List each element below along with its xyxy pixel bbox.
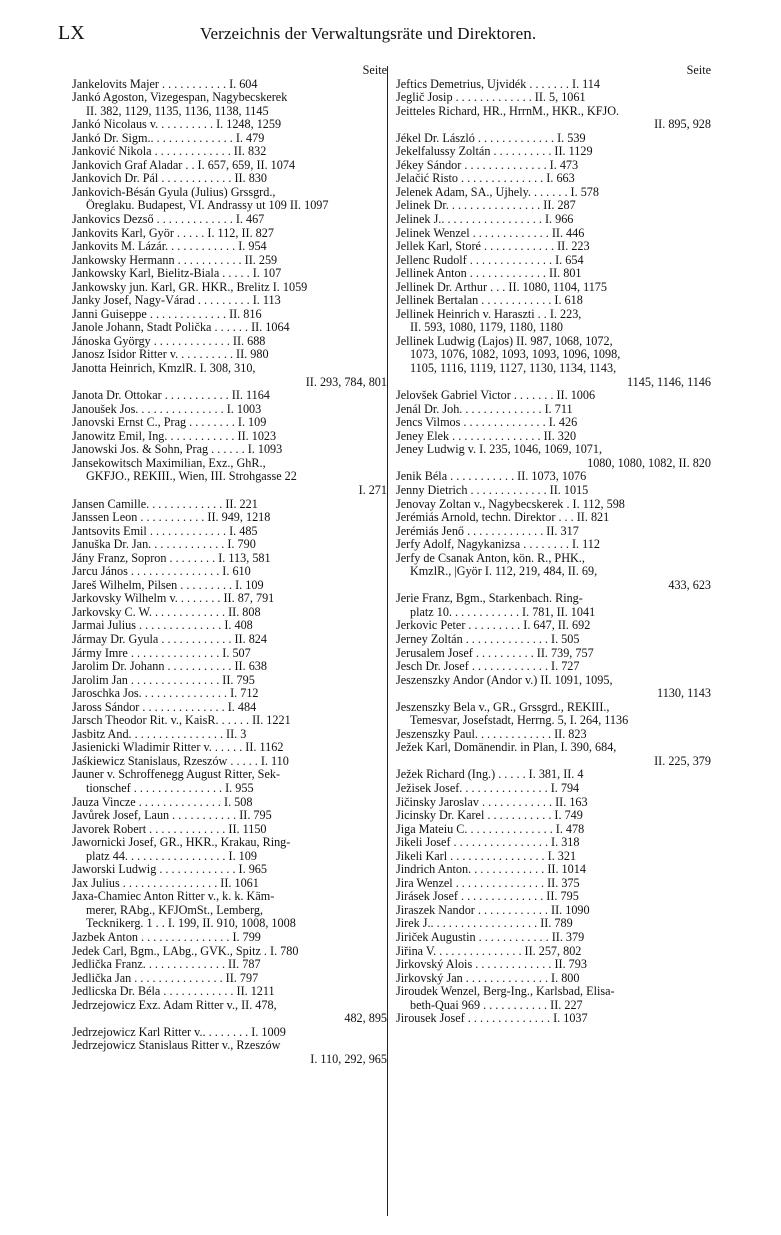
entry-line: Jazbek Anton . . . . . . . . . . . . . . . I. 799 — [72, 931, 261, 944]
entry-line: Jantsovits Emil . . . . . . . . . . . . . I. 485 — [72, 524, 258, 538]
index-entry — [72, 701, 387, 715]
entry-line: Jaworski Ludwig . . . . . . . . . . . . . I. 965 — [72, 863, 267, 877]
index-entry — [72, 633, 387, 647]
entry-line: Jirásek Josef . . . . . . . . . . . . . . II. 795 — [396, 890, 579, 904]
entry-line: Javůrek Josef, Laun . . . . . . . . . . . II. 795 — [72, 809, 272, 823]
index-entry — [396, 389, 711, 403]
index-entry — [72, 823, 387, 837]
entry-line: Jekelfalussy Zoltán . . . . . . . . . . II. 1129 — [396, 145, 593, 159]
entry-list — [72, 78, 387, 1067]
index-entry — [72, 877, 387, 891]
entry-line: Jerfy de Csanak Anton, kön. R., PHK., — [396, 551, 585, 565]
entry-line: Javorek Robert . . . . . . . . . . . . . II. 1150 — [72, 822, 267, 836]
index-entry — [396, 498, 711, 512]
index-entry — [396, 294, 711, 308]
index-entry — [72, 227, 387, 241]
entry-line: Jankovich Graf Aladar . . I. 657, 659, II. 1074 — [72, 158, 296, 172]
entry-line: Jerusalem Josef . . . . . . . . . . II. 739, 757 — [396, 646, 594, 660]
entry-line: Jarcu János . . . . . . . . . . . . . . . I. 610 — [72, 565, 251, 579]
entry-line: Ježek Karl, Domänendir. in Plan, I. 390, 684, — [396, 741, 617, 755]
index-entry — [396, 552, 711, 593]
index-entry — [396, 823, 711, 837]
index-entry — [72, 430, 387, 444]
index-entry — [72, 403, 387, 417]
index-entry — [72, 240, 387, 254]
entry-line: Jankovits Karl, Györ . . . . . I. 112, II. 827 — [72, 226, 274, 240]
index-entry — [72, 335, 387, 349]
entry-line: Jarmai Julius . . . . . . . . . . . . . . I. 408 — [72, 619, 253, 633]
entry-line: Jedek Carl, Bgm., LAbg., GVK., Spitz . I. 780 — [72, 944, 299, 958]
index-entry — [72, 416, 387, 430]
entry-line: Jauza Vincze . . . . . . . . . . . . . . I. 508 — [72, 795, 253, 809]
entry-line: Jankovich Dr. Pál . . . . . . . . . . . . II. 830 — [72, 172, 267, 186]
index-entry — [72, 958, 387, 972]
index-entry — [72, 132, 387, 146]
entry-line: Jedlicska Dr. Béla . . . . . . . . . . . . II. 1211 — [72, 985, 275, 999]
index-entry — [396, 227, 711, 241]
entry-line: Jenál Dr. Joh. . . . . . . . . . . . . . I. 711 — [396, 402, 573, 416]
entry-line: Jira Wenzel . . . . . . . . . . . . . . . II. 375 — [396, 876, 580, 890]
index-entry — [396, 619, 711, 633]
entry-line: Janovski Ernst C., Prag . . . . . . . . I. 109 — [72, 416, 267, 430]
index-entry — [396, 945, 711, 959]
entry-line: Jedlička Franz. . . . . . . . . . . . . . II. 787 — [72, 958, 261, 972]
index-entry — [396, 159, 711, 173]
page-title: Verzeichnis der Verwaltungsräte und Direktoren. — [200, 24, 537, 43]
index-entry — [396, 701, 711, 728]
index-entry — [396, 592, 711, 619]
entry-line: GKFJO., REKIII., Wien, III. Strohgasse 22 — [86, 470, 297, 484]
index-entry — [72, 281, 387, 295]
index-entry — [396, 741, 711, 768]
entry-line: Jarolim Jan . . . . . . . . . . . . . . . II. 795 — [72, 673, 255, 687]
entry-line: Jedrzejowicz Stanislaus Ritter v., Rzeszów — [72, 1039, 281, 1053]
entry-line: Janković Nikola . . . . . . . . . . . . . II. 832 — [72, 145, 267, 159]
entry-line: Jánoska György . . . . . . . . . . . . . II. 688 — [72, 334, 266, 348]
index-entry — [72, 538, 387, 552]
entry-line: Jellinek Bertalan . . . . . . . . . . . . I. 618 — [396, 294, 583, 308]
entry-line: merer, RAbg., KFJOmSt., Lemberg, — [86, 903, 264, 917]
index-entry — [72, 254, 387, 268]
index-entry — [396, 511, 711, 525]
entry-line: Ježek Richard (Ing.) . . . . . I. 381, II. 4 — [396, 768, 584, 782]
entry-line: Jerney Zoltán . . . . . . . . . . . . . . I. 505 — [396, 632, 580, 646]
entry-line: Jasbitz And. . . . . . . . . . . . . . . . II. 3 — [72, 727, 247, 741]
entry-line: Jiga Mateiu C. . . . . . . . . . . . . . . I. 478 — [396, 822, 585, 836]
index-entry — [396, 91, 711, 105]
entry-line: Jiřina V. . . . . . . . . . . . . . . II. 257, 802 — [396, 944, 582, 958]
index-column-right — [396, 64, 711, 1026]
entry-line: Jarolim Dr. Johann . . . . . . . . . . . II. 638 — [72, 660, 267, 674]
entry-line: Jármy Imre . . . . . . . . . . . . . . . I. 507 — [72, 646, 251, 660]
index-entry — [396, 186, 711, 200]
index-entry — [72, 565, 387, 579]
index-entry — [396, 904, 711, 918]
entry-list — [396, 78, 711, 1026]
index-entry — [396, 470, 711, 484]
entry-line: Jareš Wilhelm, Pilsen . . . . . . . . . I. 109 — [72, 578, 264, 592]
index-entry — [72, 999, 387, 1026]
entry-line: Jikeli Karl . . . . . . . . . . . . . . . . I. 321 — [396, 849, 577, 863]
entry-line: Janssen Leon . . . . . . . . . . . II. 949, 1218 — [72, 511, 271, 525]
index-entry — [396, 796, 711, 810]
entry-line: Jikeli Josef . . . . . . . . . . . . . . . . I. 318 — [396, 836, 580, 850]
entry-line: Janoušek Jos. . . . . . . . . . . . . . . I. 1003 — [72, 402, 262, 416]
entry-line: Jármay Dr. Gyula . . . . . . . . . . . . II. 824 — [72, 632, 267, 646]
entry-line: Janosz Isidor Ritter v. . . . . . . . . . II. 980 — [72, 348, 269, 362]
index-entry — [396, 647, 711, 661]
entry-line: Jelinek Dr. . . . . . . . . . . . . . . . II. 287 — [396, 199, 576, 213]
entry-line: Jiriček Augustin . . . . . . . . . . . . II. 379 — [396, 931, 585, 944]
index-entry — [396, 267, 711, 281]
index-entry — [72, 145, 387, 159]
entry-line: Jedrzejowicz Karl Ritter v.. . . . . . . . I. 1009 — [72, 1025, 286, 1039]
entry-line: Jeitteles Richard, HR., HrrnM., HKR., KFJO. — [396, 104, 620, 118]
index-entry — [72, 890, 387, 931]
index-entry — [396, 931, 711, 945]
entry-line: Jány Franz, Sopron . . . . . . . . I. 113, 581 — [72, 551, 271, 565]
index-entry — [396, 890, 711, 904]
index-entry — [72, 118, 387, 132]
index-entry — [72, 213, 387, 227]
index-entry — [72, 741, 387, 755]
index-entry — [396, 430, 711, 444]
entry-line: II. 593, 1080, 1179, 1180, 1180 — [410, 321, 564, 335]
entry-line: Jencs Vilmos . . . . . . . . . . . . . . I. 426 — [396, 416, 578, 430]
entry-line: Jellinek Heinrich v. Haraszti . . I. 223, — [396, 307, 582, 321]
index-entry — [72, 809, 387, 823]
index-entry — [72, 525, 387, 539]
index-entry — [72, 606, 387, 620]
entry-line: Jenik Béla . . . . . . . . . . . II. 1073, 1076 — [396, 470, 587, 484]
entry-line: Jarsch Theodor Rit. v., KaisR. . . . . . II. 1221 — [72, 714, 291, 728]
entry-line: 1145, 1146, 1146 — [627, 375, 711, 389]
entry-line: 433, 623 — [668, 578, 711, 592]
index-entry — [72, 945, 387, 959]
entry-line: II. 293, 784, 801 — [305, 375, 387, 389]
entry-line: Jaśkiewicz Stanislaus, Rzeszów . . . . . I. 110 — [72, 754, 289, 768]
entry-line: Temesvar, Josefstadt, Herrng. 5, I. 264, 1136 — [410, 714, 629, 728]
index-entry — [396, 972, 711, 986]
index-entry — [396, 240, 711, 254]
entry-line: tionschef . . . . . . . . . . . . . . . I. 955 — [86, 781, 254, 795]
entry-line: Jirkovský Jan . . . . . . . . . . . . . . I. 800 — [396, 971, 580, 985]
index-entry — [396, 403, 711, 417]
index-entry — [396, 416, 711, 430]
entry-line: 1080, 1080, 1082, II. 820 — [587, 456, 711, 470]
index-entry — [396, 768, 711, 782]
index-entry — [396, 335, 711, 389]
index-entry — [72, 186, 387, 213]
entry-line: Jankó Nicolaus v. . . . . . . . . . I. 1248, 1259 — [72, 118, 282, 132]
entry-line: Jenny Dietrich . . . . . . . . . . . . . II. 1015 — [396, 483, 589, 497]
entry-line: Jasienicki Wladimir Ritter v. . . . . . II. 1162 — [72, 741, 284, 755]
index-entry — [72, 768, 387, 795]
index-column-left — [72, 64, 387, 1066]
entry-line: Jansen Camille. . . . . . . . . . . . . II. 221 — [72, 497, 258, 511]
index-entry — [396, 958, 711, 972]
entry-line: I. 271 — [358, 483, 387, 497]
index-entry — [396, 172, 711, 186]
index-entry — [72, 389, 387, 403]
index-entry — [72, 660, 387, 674]
entry-line: Jaroschka Jos. . . . . . . . . . . . . . . I. 712 — [72, 687, 259, 701]
entry-line: 1073, 1076, 1082, 1093, 1093, 1096, 1098, — [410, 348, 621, 362]
index-entry — [72, 674, 387, 688]
entry-line: Jeney Ludwig v. I. 235, 1046, 1069, 1071, — [396, 443, 603, 457]
entry-line: Jelenek Adam, SA., Ujhely. . . . . . . I. 578 — [396, 185, 599, 199]
entry-line: Jeszenszky Paul. . . . . . . . . . . . . II. 823 — [396, 727, 587, 741]
index-entry — [72, 1039, 387, 1066]
entry-line: Jankó Agoston, Vizegespan, Nagybecskerek — [72, 91, 288, 105]
entry-line: I. 110, 292, 965 — [310, 1052, 387, 1066]
index-entry — [72, 836, 387, 863]
entry-line: Janowitz Emil, Ing. . . . . . . . . . . . II. 1023 — [72, 429, 277, 443]
index-entry — [72, 321, 387, 335]
index-entry — [396, 836, 711, 850]
entry-line: Januška Dr. Jan. . . . . . . . . . . . . I. 790 — [72, 538, 256, 552]
entry-line: beth-Quai 969 . . . . . . . . . . . II. 227 — [410, 998, 583, 1012]
index-entry — [72, 972, 387, 986]
entry-line: Janky Josef, Nagy-Várad . . . . . . . . . I. 113 — [72, 294, 281, 308]
entry-line: Jeszenszky Andor (Andor v.) II. 1091, 1095, — [396, 673, 613, 687]
index-entry — [72, 78, 387, 92]
entry-line: Jelačić Risto . . . . . . . . . . . . . . I. 663 — [396, 172, 575, 186]
entry-line: Jankowsky Karl, Bielitz-Biala . . . . . I. 107 — [72, 267, 282, 281]
index-entry — [72, 552, 387, 566]
entry-line: Jankovich-Bésán Gyula (Julius) Grssgrd., — [72, 185, 276, 199]
entry-line: II. 225, 379 — [654, 754, 711, 768]
entry-line: KmzlR., |Györ I. 112, 219, 484, II. 69, — [410, 565, 598, 579]
entry-line: Jerémiás Arnold, techn. Direktor . . . II. 821 — [396, 511, 610, 525]
index-entry — [72, 457, 387, 498]
entry-line: Jerie Franz, Bgm., Starkenbach. Ring- — [396, 592, 583, 606]
entry-line: Jenovay Zoltan v., Nagybecskerek . I. 112, 598 — [396, 497, 625, 511]
page-number: LX — [58, 22, 85, 44]
entry-line: Jankelovits Majer . . . . . . . . . . . I. 604 — [72, 77, 258, 91]
index-entry — [72, 592, 387, 606]
index-entry — [396, 105, 711, 132]
entry-line: Jedrzejowicz Exz. Adam Ritter v., II. 478, — [72, 998, 277, 1012]
index-entry — [396, 674, 711, 701]
index-entry — [72, 443, 387, 457]
entry-line: Jaross Sándor . . . . . . . . . . . . . . I. 484 — [72, 700, 257, 714]
index-entry — [72, 348, 387, 362]
index-entry — [72, 985, 387, 999]
index-entry — [396, 633, 711, 647]
entry-line: Jellinek Ludwig (Lajos) II. 987, 1068, 1072, — [396, 334, 613, 348]
index-entry — [72, 863, 387, 877]
entry-line: Jaxa-Chamiec Anton Ritter v., k. k. Käm- — [72, 890, 275, 904]
entry-line: Jiroudek Wenzel, Berg-Ing., Karlsbad, Elisa- — [396, 985, 615, 999]
entry-line: Jauner v. Schroffenegg August Ritter, Sek- — [72, 768, 281, 782]
entry-line: II. 382, 1129, 1135, 1136, 1138, 1145 — [86, 104, 269, 118]
index-entry — [396, 281, 711, 295]
index-entry — [72, 687, 387, 701]
index-entry — [396, 132, 711, 146]
index-entry — [396, 525, 711, 539]
index-entry — [396, 863, 711, 877]
entry-line: Jelinek J.. . . . . . . . . . . . . . . . . I. 966 — [396, 213, 574, 227]
entry-line: Jellek Karl, Storé . . . . . . . . . . . . II. 223 — [396, 240, 590, 254]
index-entry — [396, 728, 711, 742]
entry-line: Jankovits M. Lázár. . . . . . . . . . . . I. 954 — [72, 240, 267, 254]
index-entry — [396, 782, 711, 796]
index-entry — [72, 172, 387, 186]
index-entry — [396, 850, 711, 864]
entry-line: Jankowsky jun. Karl, GR. HKR., Brelitz I. 1059 — [72, 280, 308, 294]
index-entry — [396, 1012, 711, 1026]
index-entry — [72, 728, 387, 742]
entry-line: Jirousek Josef . . . . . . . . . . . . . . I. 1037 — [396, 1012, 588, 1026]
index-entry — [72, 91, 387, 118]
entry-line: Jankó Dr. Sigm.. . . . . . . . . . . . . . I. 479 — [72, 131, 265, 145]
page-header — [58, 22, 708, 46]
index-entry — [396, 917, 711, 931]
entry-line: Jicinsky Dr. Karel . . . . . . . . . . . I. 749 — [396, 809, 583, 823]
entry-line: Jellenc Rudolf . . . . . . . . . . . . . . I. 654 — [396, 253, 584, 267]
index-entry — [72, 294, 387, 308]
index-entry — [396, 443, 711, 470]
entry-line: Jirkovský Alois . . . . . . . . . . . . . II. 793 — [396, 958, 587, 972]
index-entry — [72, 755, 387, 769]
entry-line: Jarkovsky C. W. . . . . . . . . . . . . II. 808 — [72, 605, 261, 619]
entry-line: Jelovšek Gabriel Victor . . . . . . . II. 1006 — [396, 389, 596, 403]
entry-line: Jeney Elek . . . . . . . . . . . . . . . II. 320 — [396, 429, 577, 443]
entry-line: Janni Guiseppe . . . . . . . . . . . . . II. 816 — [72, 307, 262, 321]
index-entry — [72, 931, 387, 945]
index-entry — [72, 796, 387, 810]
entry-line: Jékel Dr. László . . . . . . . . . . . . . I. 539 — [396, 131, 586, 145]
entry-line: Jellinek Anton . . . . . . . . . . . . . II. 801 — [396, 267, 582, 281]
entry-line: Jeszenszky Bela v., GR., Grssgrd., REKIII., — [396, 700, 610, 714]
entry-line: Jerémiás Jenő . . . . . . . . . . . . . II. 317 — [396, 524, 579, 538]
entry-line: Janotta Heinrich, KmzlR. I. 308, 310, — [72, 362, 256, 376]
seite-label: Seite — [686, 63, 711, 77]
entry-line: Jindrich Anton. . . . . . . . . . . . . II. 1014 — [396, 863, 586, 877]
entry-line: 1130, 1143 — [657, 687, 711, 701]
entry-line: Jarkovsky Wilhelm v. . . . . . . . II. 87, 791 — [72, 592, 275, 606]
index-entry — [72, 511, 387, 525]
entry-line: Jiraszek Nandor . . . . . . . . . . . . II. 1090 — [396, 903, 590, 917]
entry-line: Jankovics Dezső . . . . . . . . . . . . . I. 467 — [72, 213, 265, 227]
index-entry — [396, 985, 711, 1012]
index-entry — [72, 1026, 387, 1040]
entry-line: 1105, 1116, 1119, 1127, 1130, 1134, 1143, — [410, 362, 617, 376]
column-divider — [387, 66, 388, 1216]
entry-line: Jankowsky Hermann . . . . . . . . . . . II. 259 — [72, 253, 278, 267]
index-entry — [396, 254, 711, 268]
entry-line: Jeglič Josip . . . . . . . . . . . . . II. 5, 1061 — [396, 91, 586, 105]
entry-line: Jeftics Demetrius, Ujvidék . . . . . . . I. 114 — [396, 77, 600, 91]
entry-line: Ježisek Josef. . . . . . . . . . . . . . . I. 794 — [396, 781, 580, 795]
index-entry — [72, 362, 387, 389]
entry-line: Janowski Jos. & Sohn, Prag . . . . . . I. 1093 — [72, 443, 283, 457]
entry-line: Jesch Dr. Josef . . . . . . . . . . . . . I. 727 — [396, 660, 580, 674]
entry-line: Jelinek Wenzel . . . . . . . . . . . . . II. 446 — [396, 226, 585, 240]
index-entry — [72, 714, 387, 728]
index-entry — [72, 619, 387, 633]
entry-line: Tecknikerg. 1 . . I. 199, II. 910, 1008, 1008 — [86, 917, 296, 931]
entry-line: Jellinek Dr. Arthur . . . II. 1080, 1104, 1175 — [396, 280, 607, 294]
index-entry — [396, 660, 711, 674]
index-entry — [396, 145, 711, 159]
index-entry — [72, 579, 387, 593]
entry-line: platz 10. . . . . . . . . . . . I. 781, II. 1041 — [410, 605, 596, 619]
entry-line: Jax Julius . . . . . . . . . . . . . . . . II. 1061 — [72, 876, 259, 890]
entry-line: Jičinsky Jaroslav . . . . . . . . . . . . II. 163 — [396, 795, 588, 809]
index-entry — [396, 538, 711, 552]
entry-line: Jirek J.. . . . . . . . . . . . . . . . . . II. 789 — [396, 917, 573, 931]
entry-line: Jansekowitsch Maximilian, Exz., GhR., — [72, 456, 266, 470]
index-entry — [396, 809, 711, 823]
index-entry — [396, 78, 711, 92]
index-entry — [396, 308, 711, 335]
index-entry — [396, 199, 711, 213]
entry-line: Jawornicki Josef, GR., HKR., Krakau, Ring- — [72, 836, 291, 850]
entry-line: Öreglaku. Budapest, VI. Andrassy ut 109 II. 1097 — [86, 199, 329, 213]
entry-line: 482, 895 — [344, 1012, 387, 1026]
entry-line: Jedlička Jan . . . . . . . . . . . . . . . II. 797 — [72, 971, 259, 985]
index-entry — [72, 267, 387, 281]
index-entry — [72, 647, 387, 661]
index-entry — [72, 159, 387, 173]
entry-line: Janota Dr. Ottokar . . . . . . . . . . . II. 1164 — [72, 389, 270, 403]
entry-line: Jerkovic Peter . . . . . . . . . I. 647, II. 692 — [396, 619, 591, 633]
index-entry — [72, 308, 387, 322]
entry-line: Janole Johann, Stadt Polička . . . . . . II. 1064 — [72, 321, 290, 335]
entry-line: Jékey Sándor . . . . . . . . . . . . . . I. 473 — [396, 158, 579, 172]
entry-line: II. 895, 928 — [654, 118, 711, 132]
index-entry — [72, 498, 387, 512]
index-entry — [396, 484, 711, 498]
seite-label: Seite — [362, 63, 387, 77]
entry-line: Jerfy Adolf, Nagykanizsa . . . . . . . . I. 112 — [396, 538, 600, 552]
entry-line: platz 44. . . . . . . . . . . . . . . . . I. 109 — [86, 849, 257, 863]
index-entry — [396, 213, 711, 227]
index-entry — [396, 877, 711, 891]
